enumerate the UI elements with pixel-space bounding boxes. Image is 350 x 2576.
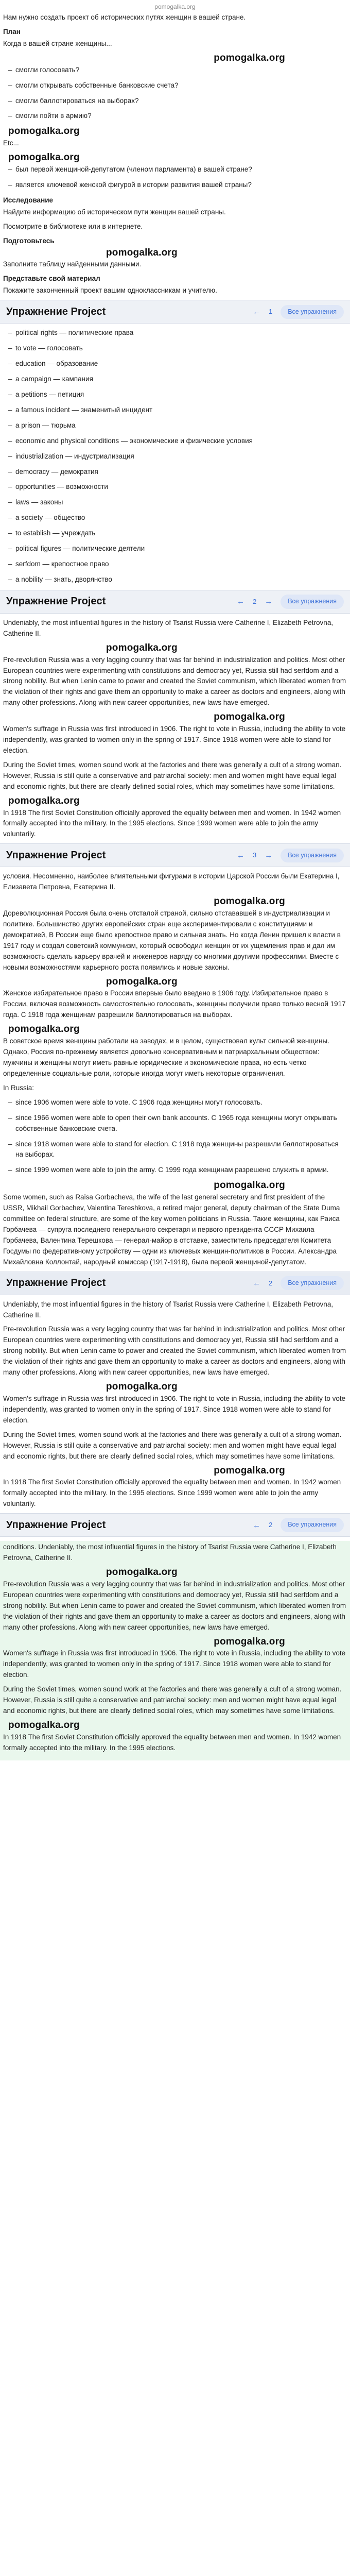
essay-paragraph: Women's suffrage in Russia was first introduced in 1906. The right to vote in Russia, including the ability to vote independently, was granted to women only in the spring of 1917. Since 1918 women were able to stand for election. xyxy=(3,725,346,754)
essay-paragraph: Pre-revolution Russia was a very lagging country that was far behind in industrialization and politics. Most other European countries were experimenting with constitutions and democracy yet, Russia still had serfdom and a strong nobility. But when Lenin came to power and created the Soviet communism, which liberated women from the violation of their rights and gave them an opportunity to make a career as doctors and engineers, along with many other professions. Along with new career opportunities, new laws have emerged. xyxy=(3,655,346,707)
essay-paragraph: Women's suffrage in Russia was first introduced in 1906. The right to vote in Russia, including the ability to vote independently, was granted to women only in the spring of 1917. Since 1918 women were able to stand for election. xyxy=(3,1649,346,1679)
page-content xyxy=(0,11,350,1760)
page-number: 2 xyxy=(268,1521,273,1529)
intro-line: Нам нужно создать проект об исторических путях женщин в вашей стране. xyxy=(3,13,246,21)
essay-paragraph: Undeniably, the most influential figures in the history of Tsarist Russia were Catherine I, Elizabeth Petrovna, Catherine II. xyxy=(3,618,334,637)
list-item: – laws — законы xyxy=(15,497,347,508)
prev-arrow-icon[interactable]: ← xyxy=(236,851,244,860)
exercise-title: Упражнение Project xyxy=(6,1277,106,1289)
list-item: – education — образование xyxy=(15,359,347,369)
watermark: pomogalka.org xyxy=(8,1719,80,1731)
vocabulary-list xyxy=(3,328,347,585)
page-number: 3 xyxy=(252,851,257,859)
list-item: – opportunities — возможности xyxy=(15,482,347,493)
all-exercises-button[interactable]: Все упражнения xyxy=(281,1518,344,1532)
watermark: pomogalka.org xyxy=(8,126,80,137)
essay-paragraph: Some women, such as Raisa Gorbacheva, the wife of the last general secretary and first president of the USSR, Mikhail Gorbachev, Valentina Tereshkova, a retired major general, deputy chairman of the State Duma committee on federal structure, are some of the key women politicians in Russia. Такие женщины, как Раиса Горбачева — супруга последнего генерального секретаря и первого президента СССР Михаила Горбачева, Валентина Терешкова — генерал-майор в отставке, заместитель председателя Комитета Госдумы по федеративному устройству — одни из ключевых женщин-политиков в России. Александра Михайловна Коллонтай, народный комиссар (1917-1918), была первой женщиной-депутатом. xyxy=(3,1193,340,1266)
list-item: – смогли открывать собственные банковские счета? xyxy=(15,80,347,91)
plan-line: Когда в вашей стране женщины... xyxy=(3,39,112,47)
plan-questions-2 xyxy=(3,164,347,191)
essay-paragraph: Pre-revolution Russia was a very lagging country that was far behind in industrialization and politics. Most other European countries were experimenting with constitutions and democracy yet, Russia still had serfdom and a strong nobility. But when Lenin came to power and created the Soviet communism, which liberated women from the violation of their rights and gave them an opportunity to make a career as doctors and engineers, along with many other professions. Along with new career opportunities, new laws have emerged. xyxy=(3,1325,346,1377)
research-text-2: Посмотрите в библиотеке или в интернете. xyxy=(3,222,143,230)
essay-paragraph: Undeniably, the most influential figures in the history of Tsarist Russia were Catherine I, Elizabeth Petrovna, Catherine II. xyxy=(3,1300,334,1319)
exercise-title: Упражнение Project xyxy=(6,596,106,607)
watermark: pomogalka.org xyxy=(214,1636,285,1647)
page-number: 2 xyxy=(268,1279,273,1287)
watermark: pomogalka.org xyxy=(214,1180,285,1191)
essay-paragraph: Pre-revolution Russia was a very lagging country that was far behind in industrialization and politics. Most other European countries were experimenting with constitutions and democracy yet, Russia still had serfdom and a strong nobility. But when Lenin came to power and created the Soviet communism, which liberated women from the violation of their rights and gave them an opportunity to make a career as doctors and engineers, along with many other professions. Along with new career opportunities, new laws have emerged. xyxy=(3,1580,346,1631)
watermark: pomogalka.org xyxy=(8,795,80,806)
watermark: pomogalka.org xyxy=(214,1465,285,1476)
all-exercises-button[interactable]: Все упражнения xyxy=(281,305,344,319)
essay-paragraph-ru: условия. Несомненно, наиболее влиятельными фигурами в истории Царской России были Екатерина I, Елизавета Петровна, Екатерина II. xyxy=(3,872,340,891)
site-watermark-top: pomogalka.org xyxy=(154,3,196,10)
plan-heading: План xyxy=(3,27,21,36)
list-item: – political figures — политические деятели xyxy=(15,544,347,554)
all-exercises-button[interactable]: Все упражнения xyxy=(281,595,344,608)
list-item: – since 1966 women were able to open their own bank accounts. С 1965 года женщины могут открывать собственные банковские счета. xyxy=(15,1113,347,1134)
watermark: pomogalka.org xyxy=(8,152,80,163)
essay-paragraph: During the Soviet times, women sound work at the factories and there was generally a cult of a strong woman. However, Russia is still quite a conservative and patriarchal society: men and women might have equal legal and economic rights, but there are clearly defined social roles, which may sometimes have some limitations. xyxy=(3,1430,342,1460)
list-item: – смогли пойти в армию? xyxy=(15,111,347,122)
list-item: – since 1918 women were able to stand for election. С 1918 года женщины разрешили баллотироваться на выборах. xyxy=(15,1139,347,1161)
list-item: – был первой женщиной-депутатом (членом парламента) в вашей стране? xyxy=(15,164,347,175)
list-item: – political rights — политические права xyxy=(15,328,347,338)
list-item: – to establish — учреждать xyxy=(15,528,347,539)
exercise-bar xyxy=(0,843,350,867)
present-text: Покажите законченный проект вашим одноклассникам и учителю. xyxy=(3,286,217,295)
exercise-bar xyxy=(0,1272,350,1295)
exercise-title: Упражнение Project xyxy=(6,1519,106,1531)
list-item: – to vote — голосовать xyxy=(15,343,347,354)
research-heading: Исследование xyxy=(3,196,54,204)
research-text: Найдите информацию об историческом пути женщин вашей страны. xyxy=(3,208,226,216)
prev-arrow-icon[interactable]: ← xyxy=(252,1520,260,1530)
page-number: 2 xyxy=(252,597,257,605)
exercise-title: Упражнение Project xyxy=(6,849,106,861)
exercise-nav xyxy=(237,595,344,608)
list-item: – serfdom — крепостное право xyxy=(15,559,347,570)
exercise-nav xyxy=(253,1276,344,1290)
highlighted-answer xyxy=(0,1541,350,1760)
list-item: – является ключевой женской фигурой в истории развития вашей страны? xyxy=(15,180,347,191)
essay-paragraph: In 1918 The first Soviet Constitution officially approved the equality between men and women. In 1942 women formally accepted into the military. In the 1995 elections. Since 1999 women were able to join the army voluntarily. xyxy=(3,1478,341,1508)
prepare-heading: Подготовьтесь xyxy=(3,236,55,245)
essay-paragraph: In 1918 The first Soviet Constitution officially approved the equality between men and women. In 1942 women formally accepted into the military. In the 1995 elections. xyxy=(3,1733,341,1752)
all-exercises-button[interactable]: Все упражнения xyxy=(281,849,344,862)
list-item: – democracy — демократия xyxy=(15,467,347,478)
essay-paragraph: In 1918 The first Soviet Constitution officially approved the equality between men and women. In 1942 women formally accepted into the military. In the 1995 elections. Since 1999 women were able to join the army voluntarily. xyxy=(3,808,341,838)
prev-arrow-icon[interactable]: ← xyxy=(252,1279,260,1287)
prepare-text: Заполните таблицу найденными данными. xyxy=(3,260,142,268)
page-number: 1 xyxy=(268,308,273,316)
essay-paragraph: Women's suffrage in Russia was first introduced in 1906. The right to vote in Russia, including the ability to vote independently, was granted to women only in the spring of 1917. Since 1918 women were able to stand for election. xyxy=(3,1394,346,1424)
essay-paragraph-ru: Дореволюционная Россия была очень отсталой страной, сильно отстававшей в индустриализации и политике. Большинство других европейских стран еще экспериментировали с конституциями и демократией, В России еще было крепостное право и сильная знать. Но когда Ленин пришел к власти в 1917 году и создал советский коммунизм, который освободил женщин от их ущемления прав и дал им возможность сделать карьеру врачей и инженеров наряду со многими другими профессиями. Вместе с новыми возможностями карьерного роста появились и новые законы. xyxy=(3,909,341,971)
list-item: – a famous incident — знаменитый инцидент xyxy=(15,405,347,416)
list-item: – смогли баллотироваться на выборах? xyxy=(15,96,347,107)
list-item: – смогли голосовать? xyxy=(15,65,347,76)
essay-paragraph-ru: В советское время женщины работали на заводах, и в целом, существовал культ сильной женщины. Однако, Россия по-прежнему является довольно консервативным и патриархальным обществом: мужчины и женщины могут иметь равные юридические и экономические права, но есть четко определенные социальные роли, которые иногда могут иметь некоторые ограничения. xyxy=(3,1037,329,1077)
list-item: – industrialization — индустриализация xyxy=(15,451,347,462)
list-intro: In Russia: xyxy=(3,1083,34,1092)
list-item: – economic and physical conditions — экономические и физические условия xyxy=(15,436,347,447)
watermark: pomogalka.org xyxy=(106,642,178,653)
exercise-bar xyxy=(0,300,350,324)
watermark: pomogalka.org xyxy=(214,711,285,723)
list-item: – since 1999 women were able to join the army. С 1999 года женщинам разрешено служить в армии. xyxy=(15,1165,347,1176)
exercise-nav xyxy=(253,305,344,319)
list-item: – a campaign — кампания xyxy=(15,374,347,385)
list-item: – a society — общество xyxy=(15,513,347,523)
essay-paragraph: conditions. Undeniably, the most influential figures in the history of Tsarist Russia were Catherine I, Elizabeth Petrovna, Catherine II. xyxy=(3,1543,337,1562)
watermark: pomogalka.org xyxy=(106,976,178,987)
present-heading: Представьте свой материал xyxy=(3,275,100,283)
exercise-title: Упражнение Project xyxy=(6,306,106,317)
essay-paragraph: During the Soviet times, women sound work at the factories and there was generally a cult of a strong woman. However, Russia is still quite a conservative and patriarchal society: men and women might have equal legal and economic rights, but there are clearly defined social roles, which may sometimes have some limitations. xyxy=(3,1685,342,1715)
exercise-bar xyxy=(0,590,350,614)
prev-arrow-icon[interactable]: ← xyxy=(252,307,260,316)
plan-questions xyxy=(3,65,347,122)
exercise-bar xyxy=(0,1513,350,1537)
list-item: – a nobility — знать, дворянство xyxy=(15,574,347,585)
watermark: pomogalka.org xyxy=(214,896,285,907)
plan-etc: Etc... xyxy=(3,139,19,147)
exercise-nav xyxy=(253,1518,344,1532)
list-item: – since 1906 women were able to vote. С 1906 года женщины могут голосовать. xyxy=(15,1097,347,1108)
list-item: – a prison — тюрьма xyxy=(15,420,347,431)
list-item: – a petitions — петиция xyxy=(15,389,347,400)
watermark: pomogalka.org xyxy=(214,52,285,63)
rights-list xyxy=(3,1097,347,1176)
prev-arrow-icon[interactable]: ← xyxy=(236,597,244,606)
watermark: pomogalka.org xyxy=(106,1381,178,1393)
exercise-nav xyxy=(237,849,344,862)
watermark: pomogalka.org xyxy=(106,247,178,258)
watermark: pomogalka.org xyxy=(8,1024,80,1035)
next-arrow-icon[interactable]: → xyxy=(265,851,273,860)
essay-paragraph: During the Soviet times, women sound work at the factories and there was generally a cult of a strong woman. However, Russia is still quite a conservative and patriarchal society: men and women might have equal legal and economic rights, but there are clearly defined social roles, which may sometimes have some limitations. xyxy=(3,760,342,790)
essay-paragraph-ru: Женское избирательное право в России впервые было введено в 1906 году. Избирательное право в России, включая возможность самостоятельно голосовать, женщины получили право только весной 1917 года. С 1918 года женщинам разрешили баллотироваться на выборах. xyxy=(3,989,346,1019)
watermark: pomogalka.org xyxy=(106,1567,178,1578)
next-arrow-icon[interactable]: → xyxy=(265,597,273,606)
all-exercises-button[interactable]: Все упражнения xyxy=(281,1276,344,1290)
